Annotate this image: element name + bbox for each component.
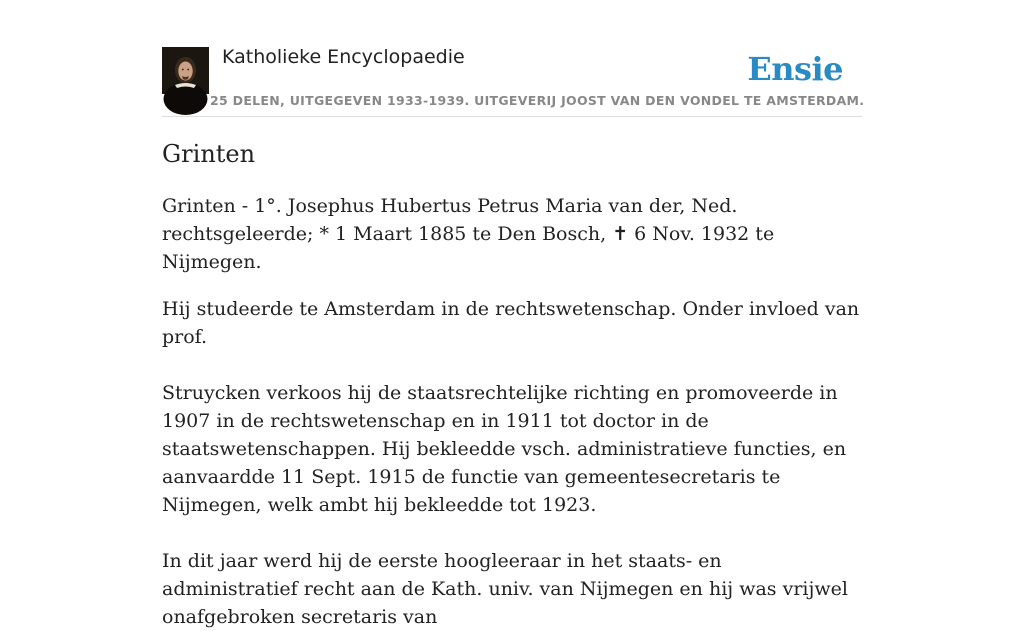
article-title: Grinten	[162, 140, 256, 168]
article-paragraph: In dit jaar werd hij de eerste hoogleeraar in het staats- en administratief recht aan de Kath. univ. van Nijmegen en hij was vrijwel onafgebroken secretaris van	[162, 550, 848, 628]
source-title[interactable]: Katholieke Encyclopaedie	[222, 46, 465, 68]
portrait-avatar-icon[interactable]	[162, 47, 209, 94]
site-header	[162, 40, 865, 117]
article-paragraph: Grinten - 1°. Josephus Hubertus Petrus Maria van der, Ned. rechtsgeleerde; * 1 Maart 1885 te Den Bosch, ✝ 6 Nov. 1932 te Nijmegen.	[162, 195, 775, 273]
article	[162, 138, 862, 631]
source-subtitle: 25 DELEN, UITGEGEVEN 1933-1939. UITGEVERIJ JOOST VAN DEN VONDEL TE AMSTERDAM.	[210, 93, 865, 108]
article-paragraph: Struycken verkoos hij de staatsrechtelijke richting en promoveerde in 1907 in de rechtswetenschap en in 1911 tot doctor in de staatswetenschappen. Hij bekleedde vsch. administratieve functies, en aanvaardde 11 Sept. 1915 de functie van gemeentesecretaris te Nijmegen, welk ambt hij bekleedde tot 1923.	[162, 382, 847, 516]
article-paragraph: Hij studeerde te Amsterdam in de rechtswetenschap. Onder invloed van prof.	[162, 298, 860, 348]
brand-logo[interactable]: Ensie	[747, 50, 843, 88]
